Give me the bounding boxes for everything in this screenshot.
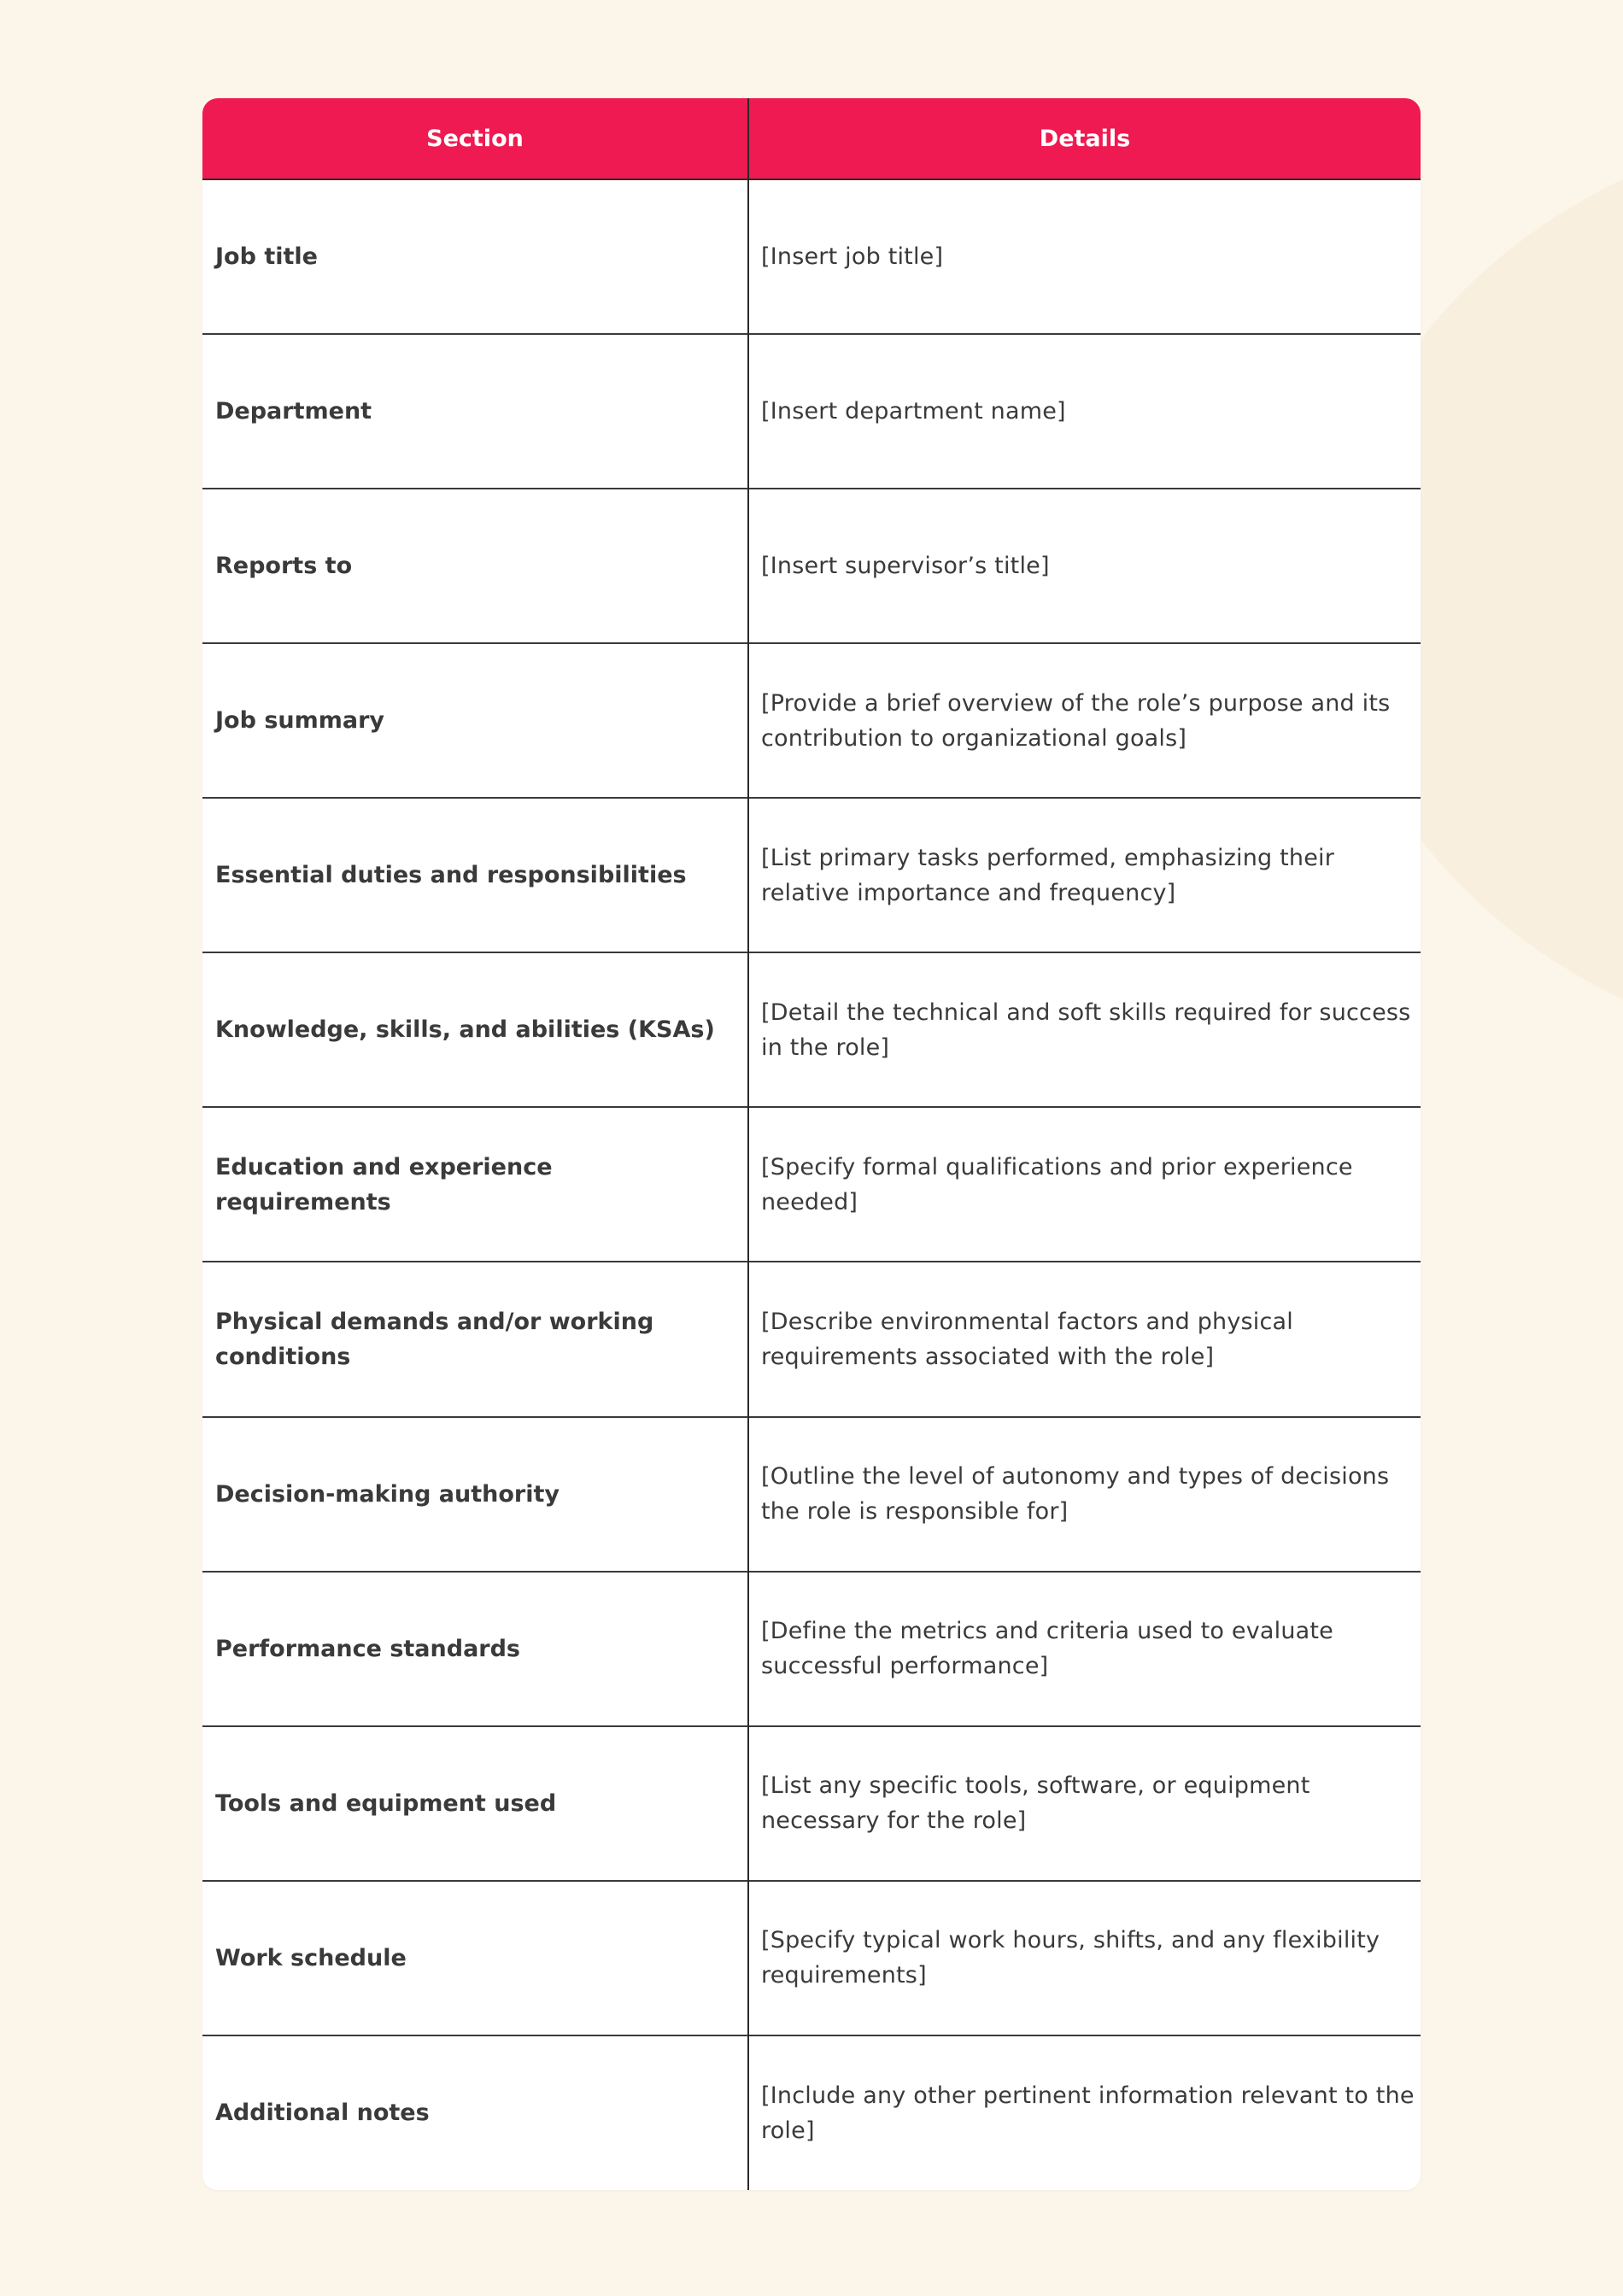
table-row — [202, 1881, 1421, 2035]
table-row — [202, 952, 1421, 1107]
row-section-label: Job title — [202, 179, 748, 334]
table-row — [202, 1107, 1421, 1262]
row-details-text: [Outline the level of autonomy and types of decisions the role is responsible for] — [748, 1417, 1421, 1572]
table-row — [202, 179, 1421, 334]
row-details-text: [Include any other pertinent information relevant to the role] — [748, 2035, 1421, 2190]
row-section-label: Department — [202, 334, 748, 489]
table-row — [202, 1726, 1421, 1881]
row-section-label: Work schedule — [202, 1881, 748, 2035]
table-row — [202, 489, 1421, 643]
row-details-text: [Insert job title] — [761, 243, 944, 271]
row-details-text: [Specify formal qualifications and prior experience needed] — [748, 1107, 1421, 1262]
row-section-label: Education and experience requirements — [202, 1107, 748, 1262]
row-details-text: [Insert supervisor’s title] — [748, 489, 1421, 643]
row-section-label: Tools and equipment used — [202, 1726, 748, 1881]
row-details-text: [Define the metrics and criteria used to evaluate successful performance] — [748, 1572, 1421, 1726]
job-description-table — [202, 98, 1421, 2190]
row-details-text: [List primary tasks performed, emphasizing their relative importance and frequency] — [748, 798, 1421, 952]
row-section-label: Performance standards — [202, 1572, 748, 1726]
table-row — [202, 1572, 1421, 1726]
row-section-label: Decision-making authority — [202, 1417, 748, 1572]
row-section-label: Job summary — [202, 643, 748, 798]
header-details: Details — [748, 98, 1421, 179]
row-details-text: [Detail the technical and soft skills required for success in the role] — [748, 952, 1421, 1107]
table-row — [202, 798, 1421, 952]
table-row — [202, 1262, 1421, 1416]
row-details-text: [Describe environmental factors and physical requirements associated with the role] — [748, 1262, 1421, 1416]
row-details-text: [List any specific tools, software, or equipment necessary for the role] — [748, 1726, 1421, 1881]
row-section-label: Essential duties and responsibilities — [202, 798, 748, 952]
row-details-text: [Provide a brief overview of the role’s purpose and its contribution to organizational goals] — [748, 643, 1421, 798]
header-section: Section — [202, 98, 748, 179]
table-header-row — [202, 98, 1421, 179]
row-section-label: Reports to — [202, 489, 748, 643]
table-row — [202, 1417, 1421, 1572]
job-description-table-card — [202, 98, 1421, 2190]
table-row — [202, 334, 1421, 489]
row-section-label: Physical demands and/or working conditions — [202, 1262, 748, 1416]
row-details-text: [Insert department name] — [748, 334, 1421, 489]
table-row — [202, 643, 1421, 798]
row-section-label: Additional notes — [202, 2035, 748, 2190]
table-row — [202, 2035, 1421, 2190]
row-details-text: [Specify typical work hours, shifts, and any flexibility requirements] — [748, 1881, 1421, 2035]
row-section-label: Knowledge, skills, and abilities (KSAs) — [202, 952, 748, 1107]
